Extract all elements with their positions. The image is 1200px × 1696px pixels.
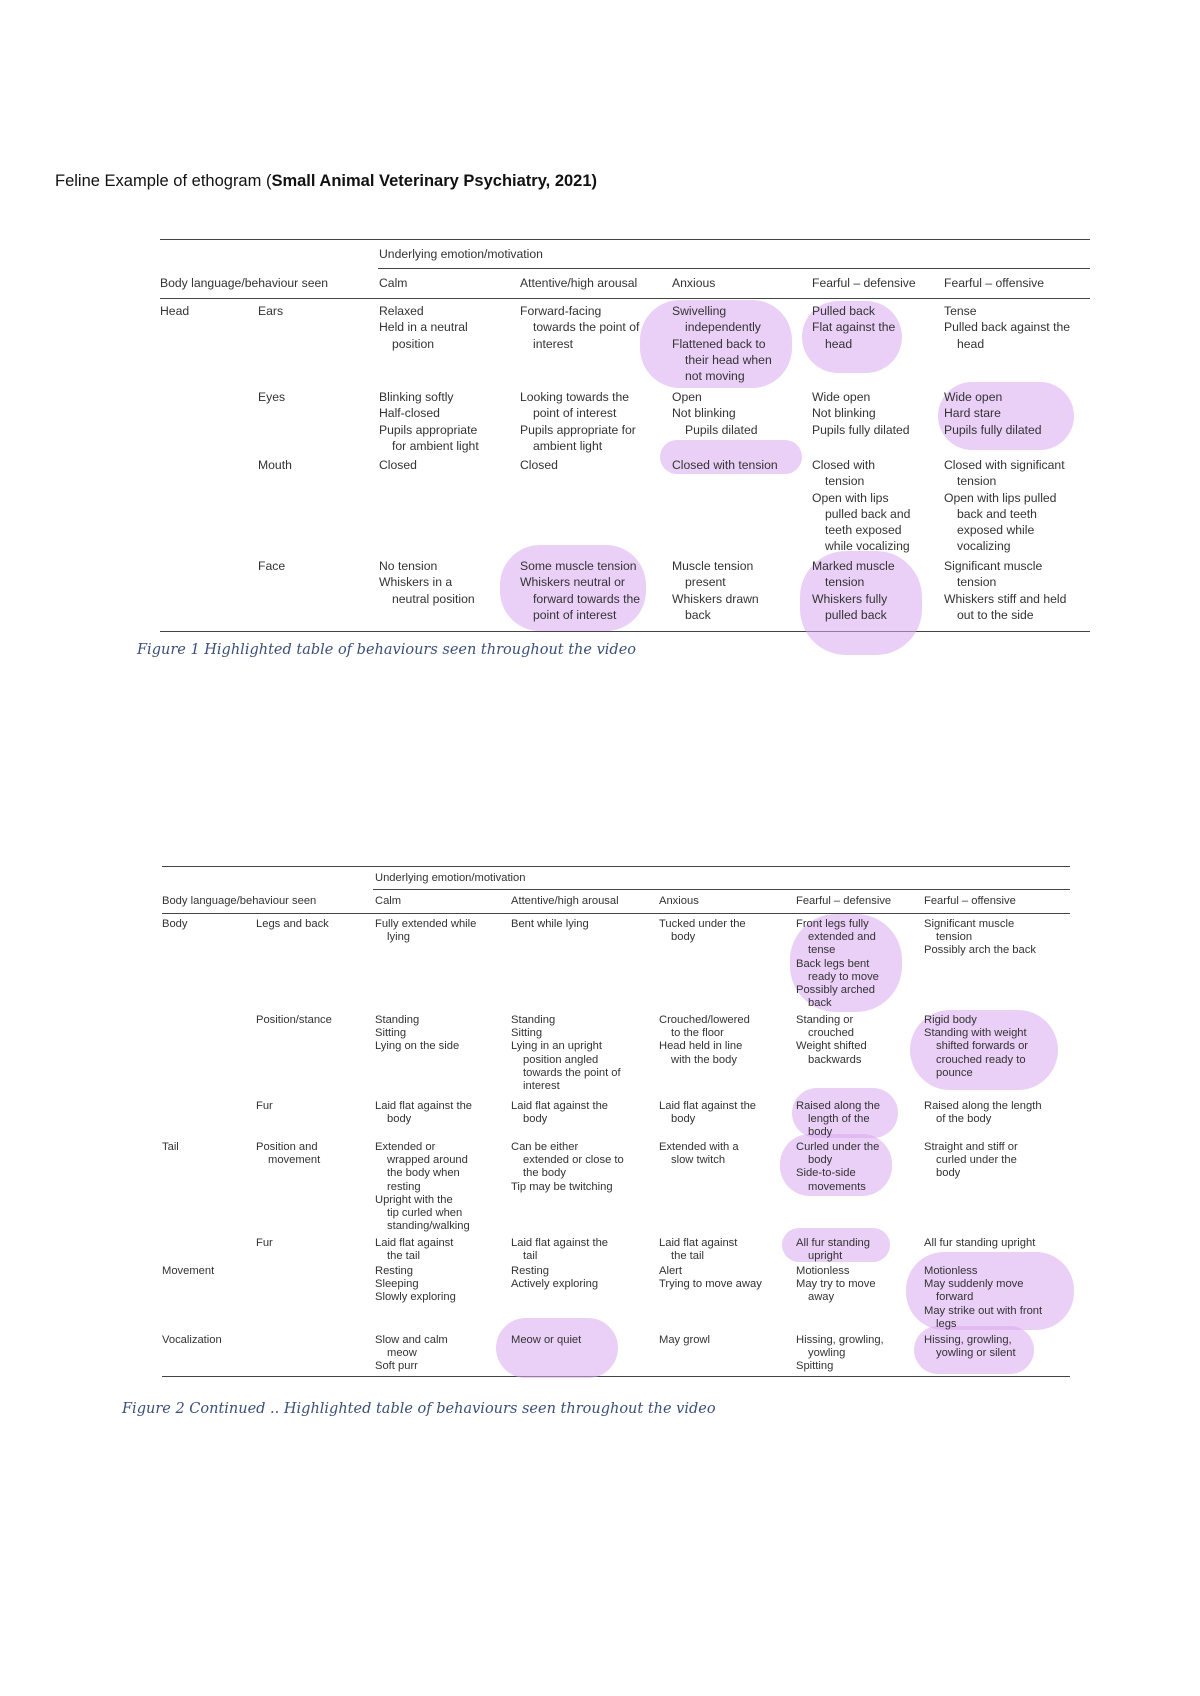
cell: All fur standing upright (924, 1237, 1036, 1249)
cell: Significant muscle tension Possibly arch the back (924, 918, 1036, 957)
highlight (496, 1318, 618, 1378)
cell: Swivelling independently Flattened back to their head when not moving (672, 304, 772, 384)
row-label-eyes: Eyes (258, 390, 286, 404)
row-label-mouth: Mouth (258, 458, 292, 472)
cell: Hissing, growling, yowling or silent (924, 1334, 1016, 1360)
super-header: Underlying emotion/motivation (375, 872, 526, 884)
cell: Laid flat against the tail (375, 1237, 454, 1263)
cell: Fully extended while lying (375, 918, 477, 944)
cell: Forward-facing towards the point of interest (520, 304, 640, 351)
cell: Muscle tension present Whiskers drawn back (672, 559, 759, 622)
cell: Closed with significant tension Open with lips pulled back and teeth exposed while vocalizing (944, 458, 1065, 554)
cell: Significant muscle tension Whiskers stiff and held out to the side (944, 559, 1067, 622)
cell: Wide open Not blinking Pupils fully dilated (812, 390, 910, 437)
header-body-language: Body language/behaviour seen (160, 276, 329, 290)
cell: Curled under the body Side-to-side movements (796, 1141, 880, 1193)
cell: Pulled back Flat against the head (812, 304, 896, 351)
cell: Standing Sitting Lying in an upright position angled towards the point of interest (511, 1014, 621, 1093)
header-anxious: Anxious (659, 895, 699, 907)
cell: Tucked under the body (659, 918, 746, 944)
row-group-tail: Tail (162, 1141, 179, 1153)
cell: Laid flat against the body (659, 1100, 757, 1126)
super-header: Underlying emotion/motivation (379, 247, 543, 261)
cell: Crouched/lowered to the floor Head held in line with the body (659, 1014, 750, 1066)
cell: Raised along the length of the body (924, 1100, 1042, 1126)
cell: Blinking softly Half-closed Pupils appropriate for ambient light (379, 390, 479, 453)
cell: May growl (659, 1334, 710, 1346)
cell: Resting Actively exploring (511, 1265, 599, 1291)
cell: Wide open Hard stare Pupils fully dilated (944, 390, 1042, 437)
row-group-vocalization: Vocalization (162, 1334, 222, 1346)
header-calm: Calm (375, 895, 402, 907)
cell: Raised along the length of the body (796, 1100, 880, 1139)
cell: Straight and stiff or curled under the body (924, 1141, 1018, 1180)
cell: Can be either extended or close to the body Tip may be twitching (511, 1141, 624, 1193)
cell: Closed with tension (672, 458, 778, 472)
header-calm: Calm (379, 276, 408, 290)
row-label-ears: Ears (258, 304, 284, 318)
cell: Laid flat against the tail (511, 1237, 609, 1263)
cell: Standing or crouched Weight shifted backwards (796, 1014, 867, 1066)
cell: Meow or quiet (511, 1334, 582, 1346)
cell: Bent while lying (511, 918, 589, 930)
figure-1-caption: Figure 1 Highlighted table of behaviours seen throughout the video (137, 642, 637, 658)
cell: Open Not blinking Pupils dilated (672, 390, 758, 437)
cell: Motionless May suddenly move forward May strike out with front legs (924, 1265, 1043, 1330)
row-label-face: Face (258, 559, 286, 573)
row-label-tail-position: Position and movement (256, 1141, 321, 1167)
cell: Relaxed Held in a neutral position (379, 304, 468, 351)
header-offensive: Fearful – offensive (924, 895, 1016, 907)
row-group-body: Body (162, 918, 188, 930)
header-defensive: Fearful – defensive (812, 276, 916, 290)
cell: Rigid body Standing with weight shifted forwards or crouched ready to pounce (924, 1014, 1029, 1079)
cell: Closed (379, 458, 417, 472)
header-offensive: Fearful – offensive (944, 276, 1045, 290)
row-group-movement: Movement (162, 1265, 215, 1277)
cell: Looking towards the point of interest Pupils appropriate for ambient light (520, 390, 636, 453)
cell: Standing Sitting Lying on the side (375, 1014, 460, 1053)
cell: Extended or wrapped around the body when resting Upright with the tip curled when standing/walking (375, 1141, 470, 1233)
cell: Hissing, growling, yowling Spitting (796, 1334, 884, 1373)
cell: No tension Whiskers in a neutral position (379, 559, 475, 606)
cell: Resting Sleeping Slowly exploring (375, 1265, 456, 1304)
cell: Tense Pulled back against the head (944, 304, 1071, 351)
header-attentive: Attentive/high arousal (520, 276, 638, 290)
header-body-language: Body language/behaviour seen (162, 895, 317, 907)
cell: Marked muscle tension Whiskers fully pulled back (812, 559, 895, 622)
cell: Closed (520, 458, 558, 472)
cell: Front legs fully extended and tense Back legs bent ready to move Possibly arched back (796, 918, 879, 1010)
row-label-tail-fur: Fur (256, 1237, 273, 1249)
cell: Laid flat against the tail (659, 1237, 738, 1263)
row-label-fur: Fur (256, 1100, 273, 1112)
header-attentive: Attentive/high arousal (511, 895, 619, 907)
cell: Alert Trying to move away (659, 1265, 762, 1291)
header-defensive: Fearful – defensive (796, 895, 892, 907)
row-label-legs: Legs and back (256, 918, 329, 930)
cell: Slow and calm meow Soft purr (375, 1334, 448, 1373)
cell: Some muscle tension Whiskers neutral or forward towards the point of interest (520, 559, 641, 622)
page-heading: Feline Example of ethogram (Small Animal Veterinary Psychiatry, 2021) (55, 172, 598, 190)
figure-2-caption: Figure 2 Continued .. Highlighted table of behaviours seen throughout the video (122, 1401, 716, 1417)
cell: Extended with a slow twitch (659, 1141, 739, 1167)
cell: All fur standing upright (796, 1237, 871, 1263)
row-group-head: Head (160, 304, 190, 318)
cell: Laid flat against the body (375, 1100, 473, 1126)
cell: Closed with tension Open with lips pulled back and teeth exposed while vocalizing (812, 458, 911, 554)
header-anxious: Anxious (672, 276, 716, 290)
cell: Motionless May try to move away (796, 1265, 876, 1304)
cell: Laid flat against the body (511, 1100, 609, 1126)
row-label-position: Position/stance (256, 1014, 332, 1026)
